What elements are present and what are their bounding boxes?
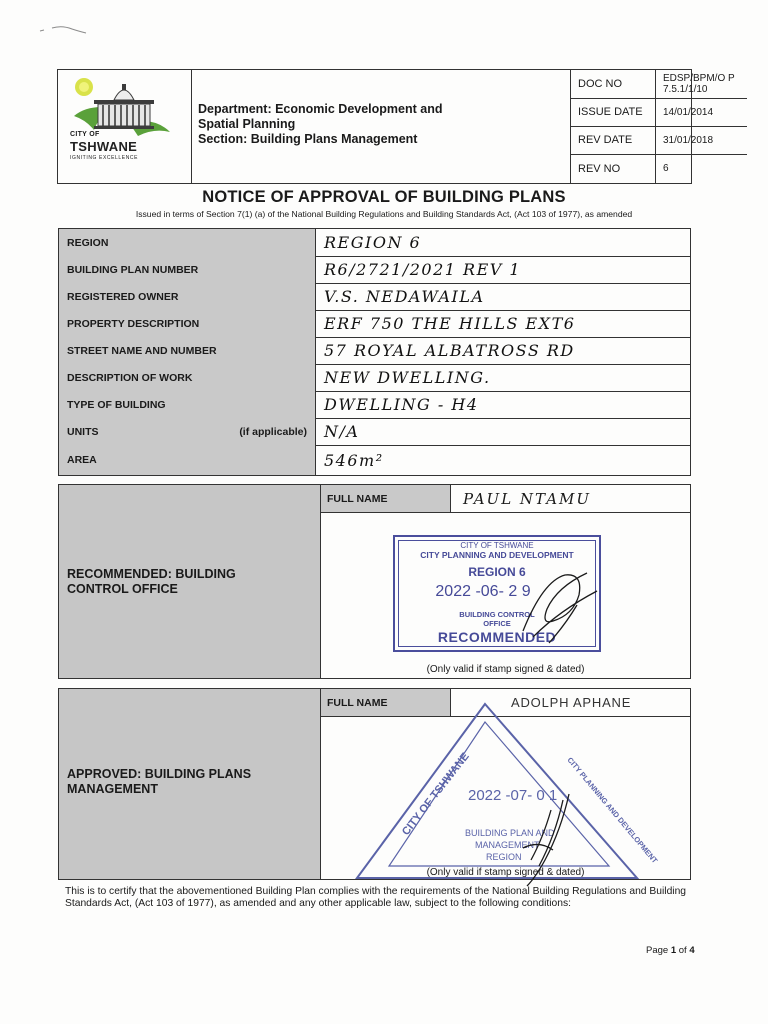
approved-full-name: ADOLPH APHANE: [511, 695, 632, 710]
city-hall-logo-icon: [58, 70, 191, 150]
approved-label-line1: APPROVED: BUILDING PLANS: [67, 767, 252, 781]
details-row-street: [59, 337, 690, 365]
details-row-plan-number: [59, 256, 690, 284]
certification-text: This is to certify that the abovementioned Building Plan complies with the requirements of the National Building Regulations and Building Standards Act, (Act 103 of 1977), as amended and any other applicable law, subject to the following conditions:: [65, 886, 687, 909]
details-label: REGION: [59, 229, 316, 256]
recommended-label-line2: CONTROL OFFICE: [67, 582, 178, 596]
document-title: NOTICE OF APPROVAL OF BUILDING PLANS: [202, 188, 566, 206]
stamp-right-edge: CITY PLANNING AND DEVELOPMENT: [565, 755, 660, 866]
meta-label: ISSUE DATE: [571, 98, 656, 126]
details-value: NEW DWELLING.: [324, 368, 491, 387]
details-row-units: [59, 418, 690, 446]
stamp-date: 2022 -06- 2 9: [435, 583, 531, 600]
meta-label: REV DATE: [571, 126, 656, 154]
details-label: PROPERTY DESCRIPTION: [59, 310, 316, 337]
recommended-signature: [513, 551, 603, 647]
page-total: 4: [689, 945, 695, 956]
approved-label-line2: MANAGEMENT: [67, 782, 158, 796]
city-logo: [58, 70, 192, 183]
meta-value: 14/01/2014: [663, 106, 714, 118]
details-value: 546m²: [324, 450, 384, 470]
stamp-line1: BUILDING PLAN AND: [465, 828, 555, 838]
document-header: [57, 69, 735, 184]
meta-value: EDSP/BPM/O P 7.5.1/1/10: [663, 73, 735, 95]
details-value: N/A: [324, 422, 360, 441]
meta-value: 6: [663, 163, 669, 174]
stamp-line5: OFFICE: [483, 619, 511, 628]
details-label: STREET NAME AND NUMBER: [59, 337, 316, 364]
approved-stamp: [355, 700, 660, 885]
plan-details-table: [58, 228, 691, 476]
stamp-line6: RECOMMENDED: [437, 629, 557, 645]
recommended-label-line1: RECOMMENDED: BUILDING: [67, 567, 236, 581]
recommended-label: [67, 567, 236, 597]
details-value: R6/2721/2021 REV 1: [324, 260, 522, 279]
details-row-work: [59, 364, 690, 392]
details-value: DWELLING - H4: [324, 395, 479, 414]
details-value: ERF 750 THE HILLS EXT6: [324, 314, 576, 333]
stamp-line4: BUILDING CONTROL: [459, 610, 535, 619]
logo-name: TSHWANE: [70, 139, 138, 154]
page-number: [646, 945, 695, 956]
details-label-text: UNITS: [67, 425, 99, 438]
meta-label: REV NO: [571, 154, 656, 183]
recommended-label-column: [59, 485, 321, 678]
page-current: 1: [670, 945, 677, 956]
department-line1: Department: Economic Development and: [198, 102, 443, 116]
recommended-stamp: [393, 535, 601, 652]
details-value: V.S. NEDAWAILA: [324, 287, 485, 306]
logo-tagline: IGNITING EXCELLENCE: [70, 155, 139, 161]
stamp-line2: CITY PLANNING AND DEVELOPMENT: [420, 550, 574, 560]
recommended-full-name: PAUL NTAMU: [463, 489, 592, 508]
approved-label-column: [59, 689, 321, 879]
details-row-property: [59, 310, 690, 338]
stamp-line3: REGION: [486, 852, 522, 862]
details-label: AREA: [59, 445, 316, 475]
section-line: Section: Building Plans Management: [198, 132, 418, 146]
department-line2: Spatial Planning: [198, 117, 296, 131]
meta-label: DOC NO: [571, 70, 656, 98]
recommended-full-name-row: [321, 485, 690, 513]
full-name-label: FULL NAME: [321, 485, 451, 512]
details-row-area: [59, 445, 690, 475]
approved-label: [67, 767, 251, 797]
meta-row-rev-no: [571, 154, 747, 183]
meta-row-issue-date: [571, 98, 747, 127]
details-value: REGION 6: [324, 233, 422, 252]
details-label: [59, 418, 316, 445]
meta-value: 31/01/2018: [663, 134, 714, 146]
details-label: REGISTERED OWNER: [59, 283, 316, 310]
recommended-valid-note: (Only valid if stamp signed & dated): [426, 664, 585, 675]
details-label: TYPE OF BUILDING: [59, 391, 316, 418]
stamp-left-edge: CITY OF TSHWANE: [399, 750, 472, 838]
details-label: DESCRIPTION OF WORK: [59, 364, 316, 391]
stamp-line3: REGION 6: [468, 565, 526, 579]
logo-city-of: CITY OF: [70, 131, 100, 138]
stamp-line1: CITY OF TSHWANE: [460, 541, 534, 550]
department-block: [192, 70, 571, 183]
approved-valid-note: (Only valid if stamp signed & dated): [426, 867, 585, 878]
meta-row-doc-no: [571, 70, 747, 99]
stamp-date: 2022 -07- 0 1: [468, 787, 558, 804]
details-row-owner: [59, 283, 690, 311]
page-prefix: Page: [646, 945, 671, 956]
scan-mark: [38, 22, 98, 36]
document-subtitle: Issued in terms of Section 7(1) (a) of the National Building Regulations and Building Standards Act, (Act 103 of 1977), as amended: [135, 209, 633, 219]
full-name-label: FULL NAME: [321, 689, 451, 716]
meta-row-rev-date: [571, 126, 747, 155]
details-label: BUILDING PLAN NUMBER: [59, 256, 316, 283]
stamp-line2: MANAGEMENT: [475, 840, 540, 850]
details-note: (if applicable): [239, 425, 307, 438]
details-row-building-type: [59, 391, 690, 419]
page-sep: of: [676, 945, 690, 956]
document-meta-table: [571, 70, 735, 183]
details-value: 57 ROYAL ALBATROSS RD: [324, 341, 575, 360]
details-row-region: [59, 229, 690, 257]
